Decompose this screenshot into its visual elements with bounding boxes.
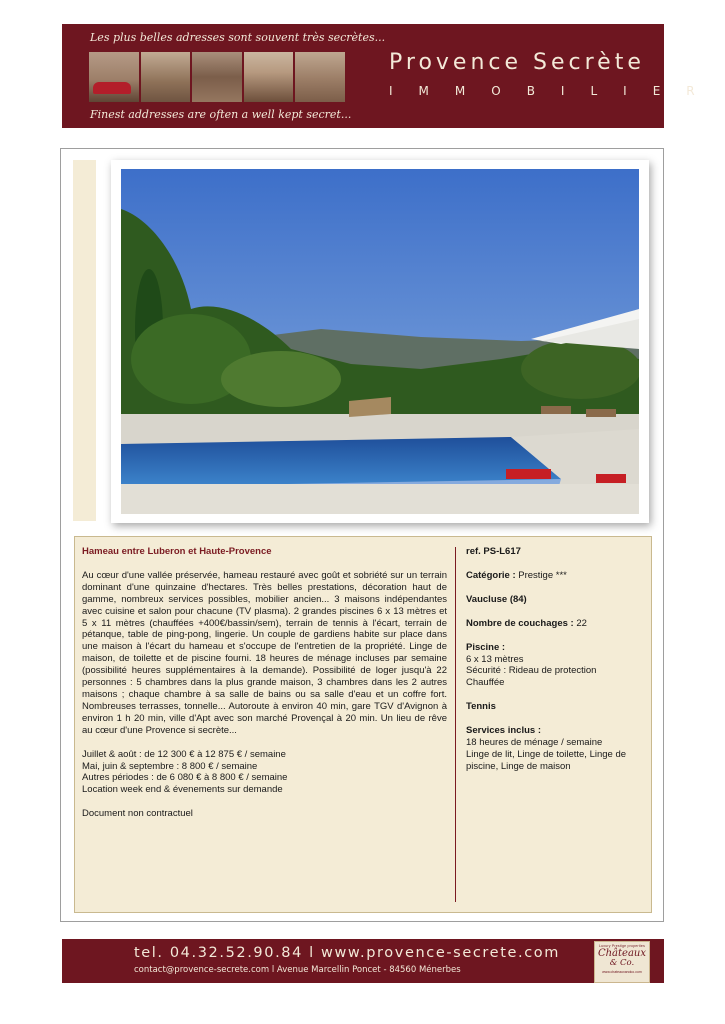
listing-description: Au cœur d'une vallée préservée, hameau restauré avec goût et sobriété sur un terrain dominant d'une quinzaine d'hectares. Très belles prestations, décoration haut de gamme, nombreux services possibles, mobilier ancien... 3 maisons indépendantes avec cuisine et salon pour chacune (TV plasma). 2 grandes piscines 6 x 13 mètres et 5 x 11 mètres (chauffées +400€/bassin/sem), terrain de tennis à l'écart, terrain de pétanque, table de ping-pong, lingerie. Un couple de gardiens habite sur place dans une maison à l'écart du hameau et s'occupe de l'entretien de la propriété. Linge de maison, de toilette et de piscine fourni. 18 heures de ménage incluses par semaine (possibilité heures supplémentaires à la demande). Possibilité de loger jusqu'à 22 personnes : 5 chambres dans la plus grande maison, 3 chambres dans les 2 autres maisons ; chaque chambre à sa salle de bains ou sa salle d'eau et un coffre fort. Nombreuses terrasses, tonnelle... Autoroute à environ 40 min, gare TGV d'Avignon à environ 1 h 20 min, ville d'Apt avec son marché Provençal à 20 min. Un lieu de rêve au cœur d'une Provence si secrète... bbox=[82, 569, 447, 736]
pool-detail: Chauffée bbox=[466, 677, 505, 689]
footer-phone-website: tel. 04.32.52.90.84 l www.provence-secrete.com bbox=[134, 945, 560, 961]
column-divider bbox=[455, 547, 456, 902]
price-line: Autres périodes : de 6 080 € à 8 800 € / semaine bbox=[82, 772, 288, 784]
logo-url-text: www.chateauxandco.com bbox=[602, 970, 642, 974]
details-column bbox=[466, 546, 646, 785]
services-label: Services inclus : bbox=[466, 725, 541, 737]
beds-value: 22 bbox=[573, 617, 587, 629]
pool-detail: Sécurité : Rideau de protection bbox=[466, 665, 597, 677]
header-photo-village bbox=[192, 52, 242, 102]
brand-title: Provence Secrète bbox=[389, 50, 645, 75]
tennis: Tennis bbox=[466, 701, 496, 713]
category-value: Prestige *** bbox=[515, 569, 567, 581]
tagline-french: Les plus belles adresses sont souvent très secrètes... bbox=[90, 31, 386, 44]
service-detail: 18 heures de ménage / semaine bbox=[466, 737, 603, 749]
beds-label: Nombre de couchages : bbox=[466, 617, 574, 629]
chateaux-co-logo bbox=[594, 941, 650, 983]
logo-main-text: Châteaux bbox=[597, 948, 647, 959]
logo-top-text: Luxury Prestige properties bbox=[598, 944, 646, 948]
price-line: Juillet & août : de 12 300 € à 12 875 € / semaine bbox=[82, 748, 286, 760]
footer-banner bbox=[62, 939, 664, 983]
price-line: Mai, juin & septembre : 8 800 € / semaine bbox=[82, 760, 258, 772]
price-list bbox=[82, 749, 447, 797]
listing-title: Hameau entre Luberon et Haute-Provence bbox=[82, 546, 272, 557]
header-photo-tree bbox=[141, 52, 191, 102]
pool-label: Piscine : bbox=[466, 641, 506, 653]
logo-main-text-2: & Co. bbox=[609, 958, 635, 968]
disclaimer: Document non contractuel bbox=[82, 808, 193, 820]
property-photo bbox=[121, 169, 639, 514]
price-line: Location week end & évenements sur demande bbox=[82, 784, 283, 796]
header-photo-strip bbox=[89, 52, 345, 102]
reference: ref. PS-L617 bbox=[466, 546, 521, 557]
footer-contact: contact@provence-secrete.com l Avenue Marcellin Poncet - 84560 Ménerbes bbox=[134, 965, 461, 975]
pool-detail: 6 x 13 mètres bbox=[466, 653, 524, 665]
car-shape bbox=[93, 82, 131, 94]
category-label: Catégorie : bbox=[466, 569, 516, 581]
brand-subtitle: IMMOBILIER bbox=[389, 84, 721, 98]
header-photo-house bbox=[295, 52, 345, 102]
service-detail: Linge de lit, Linge de toilette, Linge de piscine, Linge de maison bbox=[466, 748, 627, 772]
description-column bbox=[82, 546, 447, 820]
header-photo-car bbox=[89, 52, 139, 102]
header-banner bbox=[62, 24, 721, 128]
decorative-side-strip bbox=[73, 160, 96, 521]
region: Vaucluse (84) bbox=[466, 593, 527, 605]
header-photo-vineyard bbox=[244, 52, 294, 102]
pool-landscape-image bbox=[121, 169, 639, 514]
tagline-english: Finest addresses are often a well kept secret... bbox=[90, 108, 352, 121]
